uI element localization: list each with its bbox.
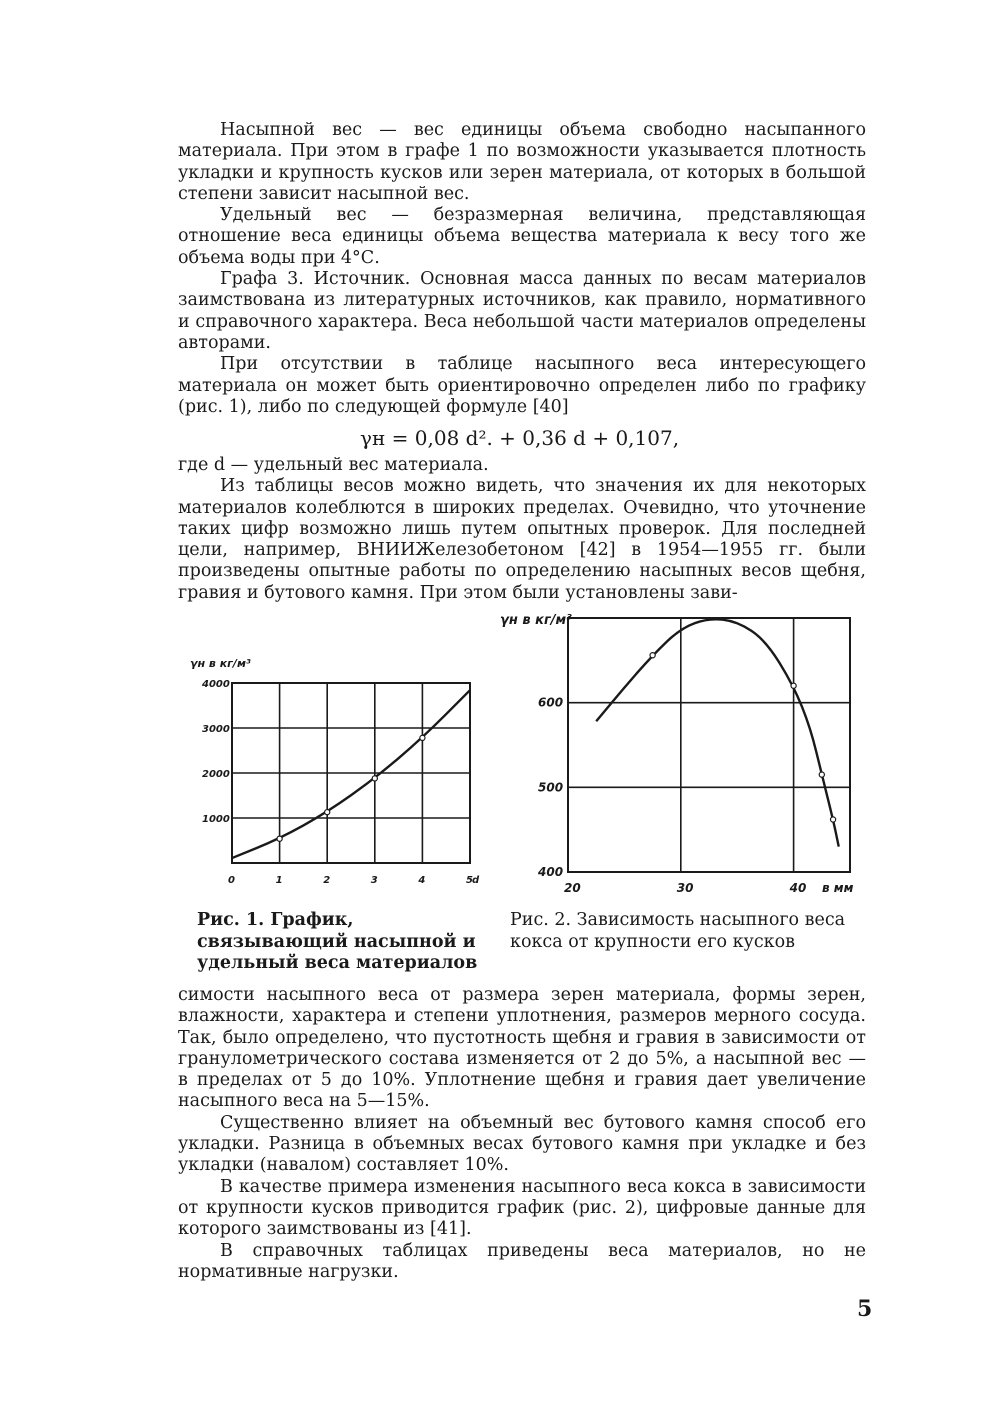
- page-number: 5: [857, 1296, 873, 1322]
- paragraph: Существенно влияет на объемный вес бутового камня способ его укладки. Разница в объемных весах бутового камня при укладке и без укладки (навалом) составляет 10%.: [178, 1112, 866, 1176]
- x-tick-label: 1: [275, 875, 283, 886]
- data-point: [325, 810, 330, 815]
- x-tick-label: 30: [676, 881, 694, 895]
- data-point: [420, 735, 425, 740]
- figure-1-caption: Рис. 1. График, связывающий насыпной и удельный веса материалов: [197, 910, 478, 973]
- data-point: [372, 776, 377, 781]
- text-block-mid: [178, 455, 866, 604]
- x-tick-label: 0: [228, 875, 235, 886]
- x-tick-label: 5: [466, 875, 473, 886]
- y-tick-label: 2000: [202, 769, 230, 780]
- data-point: [650, 653, 655, 658]
- y-tick-label: 4000: [202, 679, 230, 690]
- y-tick-label: 1000: [202, 814, 230, 825]
- paragraph: Удельный вес — безразмерная величина, представляющая отношение веса единицы объема вещества материала к весу того же объема воды при 4°С.: [178, 205, 866, 268]
- text-block-bottom: [178, 985, 866, 1283]
- formula: γн = 0,08 d². + 0,36 d + 0,107,: [360, 426, 680, 450]
- plot-frame: [568, 618, 850, 872]
- x-unit-label: в мм: [822, 881, 854, 895]
- figure-2-caption: Рис. 2. Зависимость насыпного веса кокса от крупности его кусков: [510, 910, 846, 952]
- paragraph: Из таблицы весов можно видеть, что значения их для некоторых материалов колеблются в широких пределах. Очевидно, что уточнение таких цифр возможно лишь путем опытных проверок. Для последней цели, например, ВНИИЖелезобетоном [42] в 1954—1955 гг. были произведены опытные работы по определению насыпных весов щебня, гравия и бутового камня. При этом были установлены зави-: [178, 476, 866, 603]
- paragraph: Графа 3. Источник. Основная масса данных по весам материалов заимствована из литературных источников, как правило, нормативного и справочного характера. Веса небольшой части материалов определены авторами.: [178, 269, 866, 353]
- series-line: [596, 619, 839, 846]
- x-tick-label: 40: [789, 881, 807, 895]
- series-line: [232, 690, 470, 858]
- x-tick-label: 4: [418, 875, 426, 886]
- y-tick-label: 600: [538, 695, 564, 710]
- paragraph: В справочных таблицах приведены веса материалов, но не нормативные нагрузки.: [178, 1240, 866, 1282]
- data-point: [277, 836, 282, 841]
- text-block-top: [178, 120, 866, 418]
- figure-2-chart: [500, 610, 870, 895]
- x-axis-label: d: [472, 875, 480, 886]
- figure-1-chart: [180, 655, 480, 890]
- y-tick-label: 500: [538, 780, 564, 795]
- y-axis-label: γн в кг/м³: [190, 657, 251, 670]
- y-tick-label: 3000: [202, 724, 230, 735]
- data-point: [791, 683, 796, 688]
- data-point: [830, 817, 835, 822]
- y-tick-label: 400: [538, 865, 564, 879]
- paragraph: симости насыпного веса от размера зерен материала, формы зерен, влажности, характера и степени уплотнения, размеров мерного сосуда. Так, было определено, что пустотность щебня и гравия в зависимости от гранулометрического состава изменяется от 2 до 5%, а насыпной вес — в пределах от 5 до 10%. Уплотнение щебня и гравия дает увеличение насыпного веса на 5—15%.: [178, 985, 866, 1112]
- x-tick-label: 3: [370, 875, 378, 886]
- x-tick-label: 20: [564, 881, 581, 895]
- data-point: [819, 772, 824, 777]
- y-axis-label: γн в кг/м³: [500, 613, 572, 628]
- where-line: где d — удельный вес материала.: [178, 455, 489, 475]
- x-tick-label: 2: [323, 875, 331, 886]
- paragraph: В качестве примера изменения насыпного веса кокса в зависимости от крупности кусков приводится график (рис. 2), цифровые данные для которого заимствованы из [41].: [178, 1176, 866, 1240]
- paragraph: При отсутствии в таблице насыпного веса интересующего материала он может быть ориентировочно определен либо по графику (рис. 1), либо по следующей формуле [40]: [178, 354, 866, 417]
- paragraph: Насыпной вес — вес единицы объема свободно насыпанного материала. При этом в графе 1 по возможности указывается плотность укладки и крупность кусков или зерен материала, от которых в большой степени зависит насыпной вес.: [178, 120, 866, 204]
